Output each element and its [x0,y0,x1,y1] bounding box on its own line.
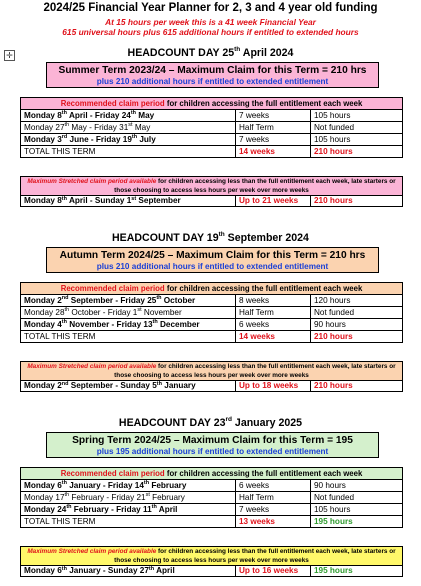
date-mid: June - Friday 19 [67,135,132,144]
period-dates [21,480,236,492]
ordinal-suffix: th [152,319,158,325]
headcount-label: HEADCOUNT DAY 23 [118,417,226,429]
date-mid: April - Sunday 1 [66,196,132,205]
recommended-claim-label: Recommended claim period [60,99,165,108]
stretched-claim-label: Maximum Stretched claim period available [27,363,157,370]
headcount-day-heading [0,47,421,59]
period-weeks: 7 weeks [236,504,311,516]
period-dates [21,134,236,146]
headcount-label: HEADCOUNT DAY 25 [127,47,235,59]
period-dates [21,504,236,516]
period-dates [21,295,236,307]
period-hours: Not funded [311,492,403,504]
headcount-date: September 2024 [224,232,309,244]
recommended-claim-label: Recommended claim period [60,469,165,478]
date-start: Monday 8 [24,111,62,120]
stretched-weeks: Up to 18 weeks [236,381,311,392]
period-hours: 105 hours [311,134,403,146]
period-weeks: 8 weeks [236,295,311,307]
stretched-period-dates [21,566,236,577]
ordinal-suffix: th [143,480,150,486]
ordinal-suffix: th [131,134,138,140]
date-start: Monday 4 [24,320,62,329]
ordinal-suffix: th [156,381,162,387]
term-max-claim-box [46,62,379,88]
period-dates [21,122,236,134]
stretched-weeks: Up to 21 weeks [236,196,311,207]
ordinal-suffix: th [156,295,162,301]
date-mid: September - Sunday 5 [68,381,157,390]
table-row [21,504,403,516]
stretched-weeks: Up to 16 weeks [236,566,311,577]
date-mid: February - Friday 11 [71,505,152,514]
date-end: February [149,493,185,502]
period-weeks: Half Term [236,307,311,319]
move-icon[interactable]: ✛ [4,50,15,61]
total-label: TOTAL THIS TERM [21,331,236,343]
stretched-period-dates [21,196,236,207]
date-start: Monday 3 [24,135,62,144]
ordinal-suffix: th [151,504,157,510]
ordinal-suffix: st [145,492,150,498]
date-mid: January - Friday 14 [66,481,144,490]
headcount-date: April 2024 [240,47,294,59]
ordinal-suffix: th [66,504,72,510]
stretched-claim-header [20,176,403,196]
total-label: TOTAL THIS TERM [21,146,236,158]
date-end: July [137,135,156,144]
table-row [21,381,403,392]
table-row [21,134,403,146]
ordinal-suffix: st [128,122,133,128]
date-end: February [149,481,187,490]
date-end: April [154,566,175,575]
date-start: Monday 8 [24,196,62,205]
term-max-claim-box [46,432,379,458]
stretched-hours: 210 hours [311,381,403,392]
ordinal-suffix: th [61,566,67,572]
table-row [21,196,403,207]
ordinal-suffix: th [148,566,155,572]
date-start: Monday 27 [24,123,65,132]
period-weeks: 7 weeks [236,110,311,122]
date-start: Monday 2 [24,381,62,390]
recommended-claim-header [20,97,403,109]
date-end: April [156,505,178,514]
stretched-claim-description: for children accessing less than the full entitlement each week, late starters or those choosing to access less hours per week over more weeks [114,548,396,564]
period-weeks: 6 weeks [236,480,311,492]
recommended-claim-header [20,467,403,479]
period-weeks: 6 weeks [236,319,311,331]
stretched-claim-description: for children accessing less than the full entitlement each week, late starters or those choosing to access less hours per week over more weeks [114,178,396,194]
period-hours: 120 hours [311,295,403,307]
total-row [21,516,403,528]
stretched-period-dates [21,381,236,392]
period-dates [21,307,236,319]
ordinal-suffix: th [64,307,70,313]
date-start: Monday 6 [24,566,62,575]
period-hours: 90 hours [311,480,403,492]
headcount-label: HEADCOUNT DAY 19 [112,232,219,244]
ordinal-suffix: th [64,122,70,128]
table-row [21,122,403,134]
total-row [21,331,403,343]
stretched-claim-label: Maximum Stretched claim period available [27,548,157,555]
date-start: Monday 17 [24,493,65,502]
ordinal-suffix: th [234,46,241,53]
date-end: December [157,320,200,329]
total-row [21,146,403,158]
page-title: 2024/25 Financial Year Planner for 2, 3 and 4 year old funding [43,2,378,14]
stretched-claim-description: for children accessing less than the full entitlement each week, late starters or those choosing to access less hours per week over more weeks [114,363,396,379]
date-end: September [136,196,181,205]
date-end: October [161,296,196,305]
subtitle-hours: 615 universal hours plus 615 additional hours if entitled to extended hours [62,27,359,37]
date-mid: November - Friday 13 [66,320,153,329]
total-hours: 210 hours [311,146,403,158]
period-weeks: Half Term [236,122,311,134]
ordinal-suffix: th [61,480,67,486]
term-max-claim-text: Summer Term 2023/24 – Maximum Claim for this Term = 210 hrs [58,65,367,76]
period-dates [21,492,236,504]
ordinal-suffix: th [130,110,137,116]
ordinal-suffix: rd [225,416,232,423]
term-max-claim-text: Spring Term 2024/25 – Maximum Claim for this Term = 195 [72,435,353,446]
stretched-hours: 210 hours [311,196,403,207]
ordinal-suffix: th [64,492,70,498]
period-dates [21,110,236,122]
date-mid: January - Sunday 27 [66,566,149,575]
total-weeks: 14 weeks [236,146,311,158]
claim-period-table [20,294,403,343]
period-hours: Not funded [311,307,403,319]
period-dates [21,319,236,331]
term-max-claim-box [46,247,379,273]
period-weeks: Half Term [236,492,311,504]
subtitle-weeks: At 15 hours per week this is a 41 week Financial Year [105,17,316,27]
date-mid: May - Friday 31 [69,123,129,132]
ordinal-suffix: nd [61,295,69,301]
headcount-date: January 2025 [231,417,303,429]
date-end: November [141,308,182,317]
recommended-claim-header [20,282,403,294]
claim-period-table [20,479,403,528]
total-label: TOTAL THIS TERM [21,516,236,528]
period-hours: Not funded [311,122,403,134]
additional-hours-text: plus 210 additional hours if entitled to extended entitlement [96,77,329,86]
headcount-day-heading [0,417,421,429]
stretched-claim-header [20,361,403,381]
claim-period-table [20,109,403,158]
ordinal-suffix: th [218,231,225,238]
additional-hours-text: plus 195 additional hours if entitled to extended entitlement [96,447,329,456]
period-hours: 105 hours [311,504,403,516]
period-hours: 105 hours [311,110,403,122]
recommended-claim-label: Recommended claim period [60,284,165,293]
table-row [21,492,403,504]
ordinal-suffix: th [61,110,67,116]
table-row [21,319,403,331]
table-row [21,295,403,307]
recommended-claim-description: for children accessing the full entitlement each week [164,469,363,478]
table-row [21,307,403,319]
stretched-claim-header [20,546,403,566]
stretched-claim-table [20,195,403,207]
date-end: May [136,111,155,120]
table-row [21,110,403,122]
date-mid: February - Friday 21 [69,493,146,502]
date-mid: April - Friday 24 [66,111,131,120]
total-hours: 195 hours [311,516,403,528]
ordinal-suffix: rd [61,134,68,140]
ordinal-suffix: th [61,319,67,325]
recommended-claim-description: for children accessing the full entitlement each week [164,99,363,108]
date-mid: September - Friday 25 [68,296,157,305]
period-hours: 90 hours [311,319,403,331]
ordinal-suffix: th [61,196,67,202]
date-start: Monday 6 [24,481,62,490]
table-row [21,566,403,577]
stretched-hours: 195 hours [311,566,403,577]
ordinal-suffix: st [131,196,137,202]
date-start: Monday 28 [24,308,65,317]
total-hours: 210 hours [311,331,403,343]
ordinal-suffix: st [137,307,142,313]
total-weeks: 14 weeks [236,331,311,343]
date-end: January [161,381,196,390]
recommended-claim-description: for children accessing the full entitlement each week [164,284,363,293]
ordinal-suffix: nd [61,381,69,387]
total-weeks: 13 weeks [236,516,311,528]
stretched-claim-table [20,565,403,577]
stretched-claim-table [20,380,403,392]
date-start: Monday 24 [24,505,67,514]
term-max-claim-text: Autumn Term 2024/25 – Maximum Claim for this Term = 210 hrs [59,250,366,261]
date-end: May [132,123,151,132]
date-start: Monday 2 [24,296,62,305]
additional-hours-text: plus 210 additional hours if entitled to extended entitlement [96,262,329,271]
period-weeks: 7 weeks [236,134,311,146]
headcount-day-heading [0,232,421,244]
table-row [21,480,403,492]
stretched-claim-label: Maximum Stretched claim period available [27,178,157,185]
date-mid: October - Friday 1 [69,308,138,317]
